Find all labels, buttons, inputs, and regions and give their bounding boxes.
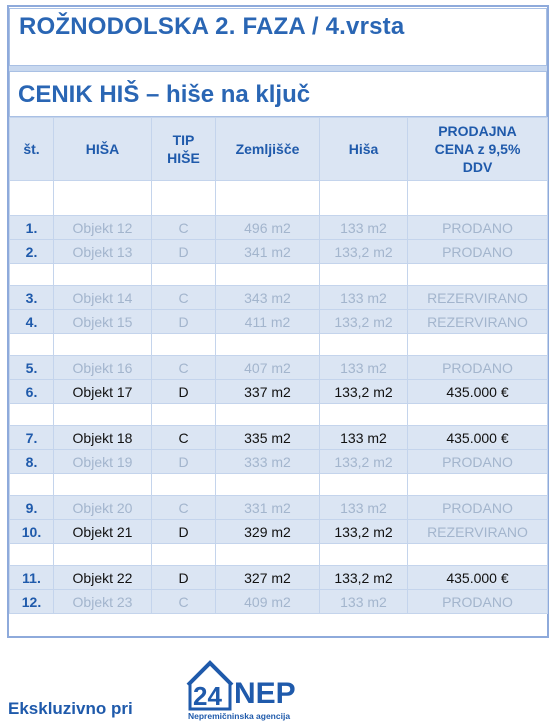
col-header-type-line2: HIŠE [167, 150, 200, 166]
row-number-cell: 3. [10, 286, 54, 310]
house-cell: Objekt 15 [54, 310, 152, 334]
area-cell: 133,2 m2 [320, 240, 408, 264]
house-cell: Objekt 12 [54, 216, 152, 240]
price-cell: REZERVIRANO [408, 286, 548, 310]
col-header-price [408, 118, 548, 181]
area-cell: 133,2 m2 [320, 520, 408, 544]
page-title-box [9, 8, 547, 66]
logo-brand: NEP [234, 677, 296, 710]
land-cell: 341 m2 [216, 240, 320, 264]
row-number-cell: 11. [10, 566, 54, 590]
type-cell: C [152, 496, 216, 520]
table-row[interactable] [10, 286, 548, 310]
row-number-cell: 8. [10, 450, 54, 474]
land-cell: 333 m2 [216, 450, 320, 474]
row-number-cell: 2. [10, 240, 54, 264]
house-cell: Objekt 19 [54, 450, 152, 474]
house-cell: Objekt 13 [54, 240, 152, 264]
land-cell: 343 m2 [216, 286, 320, 310]
land-cell: 327 m2 [216, 566, 320, 590]
spacer-cell [152, 181, 216, 216]
price-cell: PRODANO [408, 356, 548, 380]
spacer-cell [216, 264, 320, 286]
subtitle-box [9, 71, 547, 117]
house-cell: Objekt 18 [54, 426, 152, 450]
spacer-cell [408, 474, 548, 496]
spacer-cell [216, 474, 320, 496]
area-cell: 133,2 m2 [320, 380, 408, 404]
logo-number: 24 [193, 681, 222, 711]
spacer-row [10, 334, 548, 356]
spacer-cell [10, 264, 54, 286]
type-cell: D [152, 450, 216, 474]
col-header-type-line1: TIP [172, 132, 195, 148]
spacer-cell [10, 474, 54, 496]
type-cell: C [152, 426, 216, 450]
area-cell: 133 m2 [320, 356, 408, 380]
spacer-cell [320, 404, 408, 426]
price-cell: REZERVIRANO [408, 520, 548, 544]
table-row[interactable] [10, 426, 548, 450]
area-cell: 133 m2 [320, 496, 408, 520]
spacer-cell [10, 544, 54, 566]
table-header-row [10, 118, 548, 181]
land-cell: 496 m2 [216, 216, 320, 240]
land-cell: 409 m2 [216, 590, 320, 614]
area-cell: 133 m2 [320, 286, 408, 310]
spacer-cell [152, 404, 216, 426]
spacer-cell [216, 334, 320, 356]
table-row[interactable] [10, 216, 548, 240]
col-header-price-line2: CENA z 9,5% [434, 141, 521, 157]
row-number-cell: 10. [10, 520, 54, 544]
land-cell: 407 m2 [216, 356, 320, 380]
house-cell: Objekt 23 [54, 590, 152, 614]
land-cell: 331 m2 [216, 496, 320, 520]
spacer-cell [408, 264, 548, 286]
area-cell: 133,2 m2 [320, 450, 408, 474]
table-row[interactable] [10, 310, 548, 334]
col-header-num: št. [10, 118, 54, 181]
spacer-row [10, 181, 548, 216]
col-header-price-line3: DDV [462, 159, 493, 175]
spacer-cell [10, 181, 54, 216]
area-cell: 133 m2 [320, 426, 408, 450]
row-number-cell: 1. [10, 216, 54, 240]
page-title: ROŽNODOLSKA 2. FAZA / 4.vrsta [19, 13, 405, 40]
spacer-cell [152, 264, 216, 286]
spacer-cell [10, 334, 54, 356]
price-cell: 435.000 € [408, 566, 548, 590]
spacer-cell [54, 264, 152, 286]
table-body [10, 181, 548, 614]
type-cell: C [152, 286, 216, 310]
area-cell: 133,2 m2 [320, 566, 408, 590]
row-number-cell: 12. [10, 590, 54, 614]
house-cell: Objekt 20 [54, 496, 152, 520]
spacer-cell [54, 544, 152, 566]
type-cell: D [152, 310, 216, 334]
house-cell: Objekt 17 [54, 380, 152, 404]
spacer-cell [408, 334, 548, 356]
col-header-price-line1: PRODAJNA [438, 123, 517, 139]
land-cell: 335 m2 [216, 426, 320, 450]
exclusive-label: Ekskluzivno pri [8, 699, 133, 718]
table-row[interactable] [10, 450, 548, 474]
logo-tagline: Nepremičninska agencija [188, 711, 291, 721]
spacer-cell [54, 334, 152, 356]
table-row[interactable] [10, 566, 548, 590]
land-cell: 337 m2 [216, 380, 320, 404]
spacer-row [10, 264, 548, 286]
spacer-cell [216, 181, 320, 216]
row-number-cell: 6. [10, 380, 54, 404]
area-cell: 133 m2 [320, 590, 408, 614]
spacer-cell [54, 474, 152, 496]
spacer-cell [54, 404, 152, 426]
price-cell: PRODANO [408, 216, 548, 240]
row-number-cell: 9. [10, 496, 54, 520]
spacer-cell [320, 474, 408, 496]
price-cell: PRODANO [408, 240, 548, 264]
spacer-cell [152, 544, 216, 566]
spacer-cell [216, 404, 320, 426]
price-cell: PRODANO [408, 590, 548, 614]
house-cell: Objekt 21 [54, 520, 152, 544]
spacer-cell [408, 404, 548, 426]
table-row[interactable] [10, 590, 548, 614]
spacer-row [10, 544, 548, 566]
house-cell: Objekt 16 [54, 356, 152, 380]
spacer-cell [152, 334, 216, 356]
spacer-cell [408, 181, 548, 216]
table-row[interactable] [10, 356, 548, 380]
col-header-house: HIŠA [54, 118, 152, 181]
type-cell: C [152, 356, 216, 380]
price-cell: REZERVIRANO [408, 310, 548, 334]
type-cell: D [152, 566, 216, 590]
col-header-area: Hiša [320, 118, 408, 181]
table-row[interactable] [10, 496, 548, 520]
spacer-cell [320, 181, 408, 216]
type-cell: D [152, 520, 216, 544]
spacer-cell [10, 404, 54, 426]
land-cell: 411 m2 [216, 310, 320, 334]
price-cell: 435.000 € [408, 380, 548, 404]
house-cell: Objekt 22 [54, 566, 152, 590]
table-row[interactable] [10, 380, 548, 404]
type-cell: D [152, 380, 216, 404]
table-row[interactable] [10, 240, 548, 264]
agency-logo[interactable] [186, 657, 326, 723]
price-table [9, 117, 548, 614]
type-cell: D [152, 240, 216, 264]
row-number-cell: 4. [10, 310, 54, 334]
spacer-cell [216, 544, 320, 566]
price-cell: PRODANO [408, 450, 548, 474]
spacer-cell [320, 334, 408, 356]
spacer-cell [408, 544, 548, 566]
spacer-cell [320, 264, 408, 286]
spacer-cell [320, 544, 408, 566]
col-header-land: Zemljišče [216, 118, 320, 181]
row-number-cell: 7. [10, 426, 54, 450]
house-cell: Objekt 14 [54, 286, 152, 310]
spacer-row [10, 404, 548, 426]
price-cell: PRODANO [408, 496, 548, 520]
spacer-row [10, 474, 548, 496]
land-cell: 329 m2 [216, 520, 320, 544]
area-cell: 133 m2 [320, 216, 408, 240]
spacer-cell [152, 474, 216, 496]
page-subtitle: CENIK HIŠ – hiše na ključ [18, 81, 311, 108]
col-header-type [152, 118, 216, 181]
area-cell: 133,2 m2 [320, 310, 408, 334]
type-cell: C [152, 216, 216, 240]
type-cell: C [152, 590, 216, 614]
spacer-cell [54, 181, 152, 216]
price-cell: 435.000 € [408, 426, 548, 450]
row-number-cell: 5. [10, 356, 54, 380]
table-row[interactable] [10, 520, 548, 544]
